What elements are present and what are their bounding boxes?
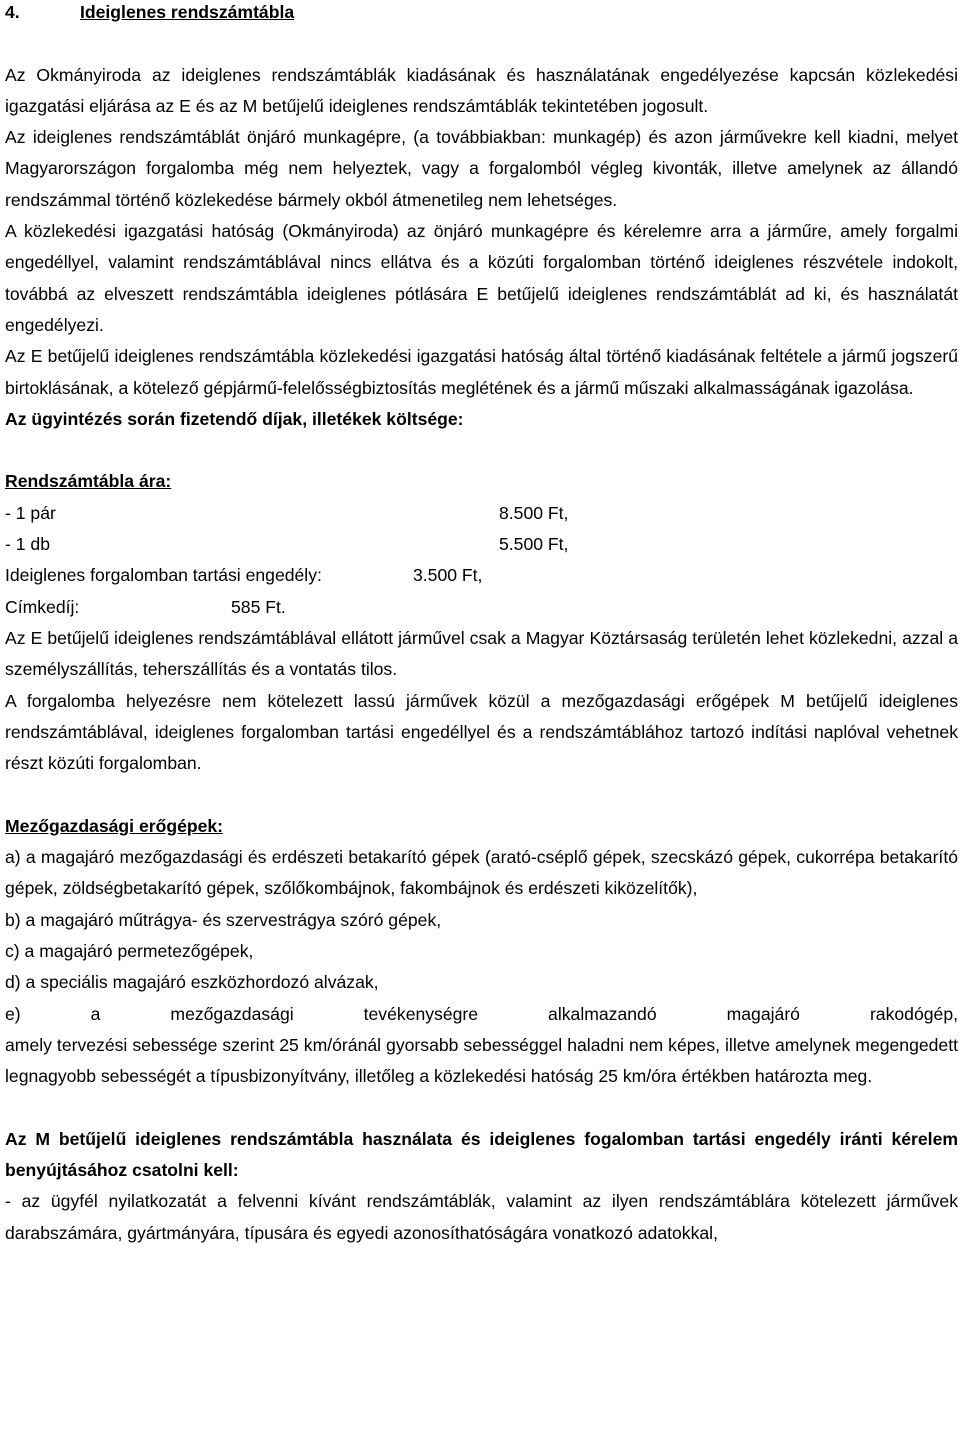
spacer — [5, 435, 958, 466]
attachment-item: - az ügyfél nyilatkozatát a felvenni kívánt rendszámtáblák, valamint az ilyen rendszámtáblára kötelezett járművek darabszámára, gyártmányára, típusára és egyedi azonosíthatóságára vonatkozó adatokkal, — [5, 1191, 958, 1243]
section-title: Ideiglenes rendszámtábla — [80, 2, 295, 22]
fee-row — [5, 560, 958, 591]
agri-machines-heading: Mezőgazdasági erőgépek: — [5, 815, 224, 836]
fee-label: Címkedíj: — [5, 596, 80, 617]
fee-row — [5, 592, 958, 623]
plate-price-heading: Rendszámtábla ára: — [5, 471, 172, 492]
agri-item: c) a magajáró permetezőgépek, — [5, 940, 254, 961]
agri-item-continuation: amely tervezési sebessége szerint 25 km/óránál gyorsabb sebességgel haladni nem képes, illetve amelynek megengedett legnagyobb sebességét a típusbizonyítvány, illetőleg a közlekedési hatóság 25 km/óra értékben határozta meg. — [5, 1034, 958, 1087]
spacer — [5, 28, 958, 59]
fee-label: - 1 pár — [5, 502, 56, 523]
fee-label: - 1 db — [5, 534, 50, 555]
paragraph-e-plate-usage: Az E betűjelű ideiglenes rendszámtáblával ellátott járművel csak a Magyar Köztársaság területén lehet közlekedni, azzal a személyszállítás, teherszállítás és a vontatás tilos. — [5, 627, 958, 680]
agri-item: e) a mezőgazdasági tevékenységre alkalmazandó magajáró rakodógép, — [5, 1003, 958, 1024]
agri-item: b) a magajáró műtrágya- és szervestrágya szóró gépek, — [5, 909, 442, 930]
paragraph-e-plate-conditions: Az E betűjelű ideiglenes rendszámtábla közlekedési igazgatási hatóság által történő kiadásának feltétele a jármű jogszerű birtoklásának, a kötelező gépjármű-felelősségbiztosítás meglétének és a jármű műszaki alkalmasságának igazolása. — [5, 346, 958, 398]
fee-value: 8.500 Ft, — [499, 502, 569, 523]
fee-row — [5, 529, 958, 560]
attachments-heading: Az M betűjelű ideiglenes rendszámtábla használata és ideiglenes fogalomban tartási engedély iránti kérelem benyújtásához csatolni kell: — [5, 1128, 958, 1180]
fee-row — [5, 498, 958, 529]
fees-heading: Az ügyintézés során fizetendő díjak, illetékek költsége: — [5, 408, 464, 429]
paragraph-issuing-authority: Az Okmányiroda az ideiglenes rendszámtáblák kiadásának és használatának engedélyezése kapcsán közlekedési igazgatási eljárása az E és az M betűjelű ideiglenes rendszámtáblák tekintetében jogosult. — [5, 64, 958, 116]
fee-value: 585 Ft. — [231, 596, 286, 617]
agri-item: d) a speciális magajáró eszközhordozó alvázak, — [5, 972, 379, 993]
fee-label: Ideiglenes forgalomban tartási engedély: — [5, 565, 322, 586]
fee-value: 5.500 Ft, — [499, 534, 569, 555]
paragraph-m-plate-usage: A forgalomba helyezésre nem kötelezett lassú járművek közül a mezőgazdasági erőgépek M betűjelű ideiglenes rendszámtáblával, ideiglenes forgalomban tartási engedéllyel és a rendszámtáblához tartozó indítási naplóval vehetnek részt közúti forgalomban. — [5, 690, 958, 774]
paragraph-when-to-issue: Az ideiglenes rendszámtáblát önjáró munkagépre, (a továbbiakban: munkagép) és azon járművekre kell kiadni, melyet Magyarországon forgalomba még nem helyeztek, vagy a forgalomból végleg kivonták, illetve amelynek az állandó rendszámmal történő közlekedése bármely okból átmenetileg nem lehetséges. — [5, 127, 958, 210]
section-heading — [5, 0, 958, 28]
paragraph-authority-issues-e-plate: A közlekedési igazgatási hatóság (Okmányiroda) az önjáró munkagépre és kérelemre arra a járműre, amely forgalmi engedéllyel, valamint rendszámtáblával nincs ellátva és a közúti forgalomban történő ideiglenes részvétele indokolt, továbbá az elveszett rendszámtábla ideiglenes pótlására E betűjelű ideiglenes rendszámtáblát ad ki, és használatát engedélyezi. — [5, 221, 958, 335]
spacer — [5, 1092, 958, 1123]
section-number: 4. — [5, 2, 20, 22]
fee-value: 3.500 Ft, — [413, 565, 483, 586]
spacer — [5, 779, 958, 810]
agri-item: a) a magajáró mezőgazdasági és erdészeti betakarító gépek (arató-cséplő gépek, szecskázó gépek, cukorrépa betakarító gépek, zöldségbetakarító gépek, szőlőkombájnok, fakombájnok és erdészeti kiközelítők), — [5, 847, 958, 899]
